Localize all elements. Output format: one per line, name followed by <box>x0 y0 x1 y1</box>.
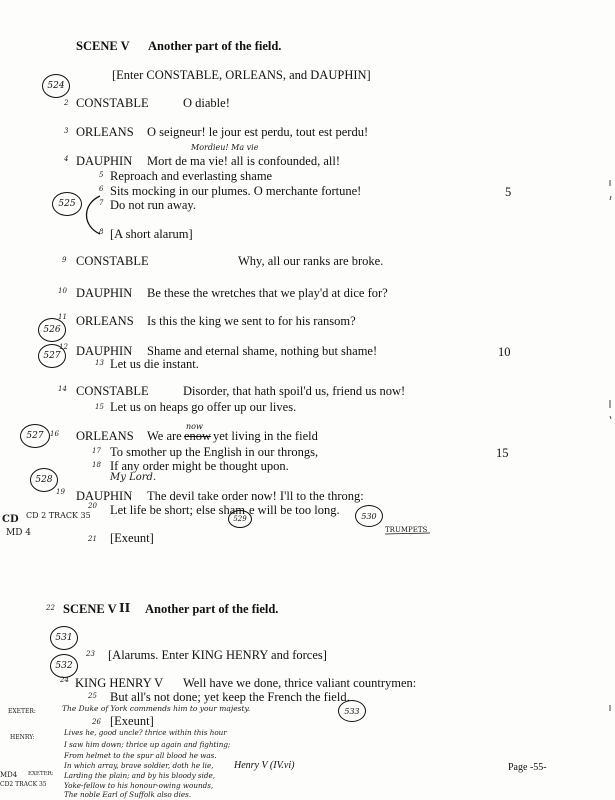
line-text: Sits mocking in our plumes. O merchante fortune! <box>110 184 362 198</box>
line-number-mark: 10 <box>58 287 67 295</box>
bracket-mark <box>87 196 104 236</box>
handwritten-correction: II <box>119 601 131 615</box>
line-number-mark: 17 <box>92 447 101 455</box>
line-number-mark: 21 <box>88 535 97 543</box>
stage-direction: [Exeunt] <box>110 531 154 545</box>
henry-line: I saw him down; thrice up again and fighting; <box>64 740 231 749</box>
line-number-mark: 25 <box>88 692 97 700</box>
line-text: Mort de ma vie! all is confounded, all! <box>147 154 340 168</box>
line-text: O seigneur! le jour est perdu, tout est perdu! <box>147 125 369 139</box>
cue-circle: 530 <box>355 505 383 527</box>
exeter-label: EXETER: <box>28 771 54 777</box>
speaker: ORLEANS <box>76 314 134 328</box>
line-number: 10 <box>498 345 511 359</box>
line-number-mark: 5 <box>99 171 104 179</box>
line-number-mark: 24 <box>60 676 69 684</box>
speaker: DAUPHIN <box>76 154 133 168</box>
line-number-mark: 20 <box>88 502 97 510</box>
line-number-mark: 14 <box>58 385 67 393</box>
line-text-b: yet living in the field <box>213 429 318 443</box>
line-text: To smother up the English in our throngs, <box>110 445 319 459</box>
line-text: Well have we done, thrice valiant countrymen: <box>183 676 417 690</box>
stage-direction: [Exeunt] <box>110 714 154 728</box>
struck-word: enow <box>184 429 212 443</box>
scene-location: Another part of the field. <box>148 39 282 53</box>
henry-line: Lives he, good uncle? thrice within this hour <box>64 728 227 737</box>
cue-circle: 527 <box>20 424 50 448</box>
stage-direction: [A short alarum] <box>110 227 193 241</box>
henry-line: The noble Earl of Suffolk also dies. <box>64 790 192 799</box>
line-number-mark: 11 <box>58 313 67 321</box>
line-number-mark: 12 <box>59 343 68 351</box>
henry-label: HENRY: <box>10 734 35 741</box>
line-number-mark: 8 <box>99 228 104 236</box>
scene-location: Another part of the field. <box>145 602 279 616</box>
speaker: ORLEANS <box>76 125 134 139</box>
line-number-mark: 4 <box>64 155 69 163</box>
line-number-mark: 19 <box>56 488 65 496</box>
line-text: O diable! <box>183 96 230 110</box>
cd-label: CD <box>2 514 19 525</box>
line-text: Reproach and everlasting shame <box>110 169 273 183</box>
line-text: Disorder, that hath spoil'd us, friend us now! <box>183 384 406 398</box>
source-citation: Henry V (IV.vi) <box>234 760 295 771</box>
line-number: 5 <box>505 185 512 199</box>
cd-track: CD2 TRACK 35 <box>0 781 47 788</box>
line-text: Let us on heaps go offer up our lives. <box>110 400 297 414</box>
line-number-mark: 18 <box>92 461 101 469</box>
scene-heading: SCENE V <box>76 39 130 53</box>
line-number-mark: 22 <box>46 604 55 612</box>
cue-circle: 529 <box>228 510 252 528</box>
line-number-mark: 23 <box>86 650 95 658</box>
line-text: Shame and eternal shame, nothing but shame! <box>147 344 378 358</box>
line-number-mark: 7 <box>99 199 104 207</box>
line-text: But all's not done; yet keep the French the field. <box>110 690 350 704</box>
line-text: Be these the wretches that we play'd at dice for? <box>147 286 388 300</box>
line-number-mark: 2 <box>64 99 69 107</box>
speaker: DAUPHIN <box>76 286 133 300</box>
md-label: MD 4 <box>6 528 32 538</box>
line-text: Is this the king we sent to for his ransom? <box>147 314 356 328</box>
line-number-mark: 15 <box>95 403 104 411</box>
speaker: DAUPHIN <box>76 344 133 358</box>
cue-circle: 526 <box>38 318 66 342</box>
speaker: CONSTABLE <box>76 384 149 398</box>
line-number-mark: 16 <box>50 430 59 438</box>
line-number-mark: 13 <box>95 359 104 367</box>
speaker: KING HENRY V <box>75 676 164 690</box>
cue-circle: 524 <box>42 74 70 98</box>
cue-circle: 533 <box>338 700 366 722</box>
page-number: Page -55- <box>508 762 547 773</box>
cue-circle: 532 <box>50 654 78 678</box>
handwritten-note: TRUMPETS <box>385 526 428 534</box>
exeter-line: The Duke of York commends him to your majesty. <box>62 704 251 713</box>
line-text-b: e will be too long. <box>249 503 340 517</box>
md-label: MD4 <box>0 771 18 779</box>
line-text: Why, all our ranks are broke. <box>238 254 384 268</box>
scene-heading: SCENE V <box>63 602 117 616</box>
line-number-mark: 3 <box>64 127 69 135</box>
line-text-a: We are <box>147 429 182 443</box>
speaker: ORLEANS <box>76 429 134 443</box>
line-number-mark: 6 <box>99 185 104 193</box>
handwritten-note: My Lord. <box>110 472 157 483</box>
cue-circle: 527 <box>38 344 66 368</box>
line-number-mark: 26 <box>92 718 101 726</box>
cue-circle: 525 <box>52 192 82 216</box>
exeter-label: EXETER: <box>8 708 36 715</box>
line-number: 15 <box>496 446 509 460</box>
cue-circle: 531 <box>50 626 78 650</box>
stage-direction: [Enter CONSTABLE, ORLEANS, and DAUPHIN] <box>112 68 371 82</box>
stage-direction: [Alarums. Enter KING HENRY and forces] <box>108 648 327 662</box>
henry-line: From helmet to the spur all blood he was. <box>64 751 217 760</box>
henry-line: In which array, brave soldier, doth he lie, <box>64 761 214 770</box>
handwritten-note: Mordieu! Ma vie <box>191 143 259 152</box>
cue-circle: 528 <box>30 468 58 492</box>
cd-track: CD 2 TRACK 35 <box>26 511 91 520</box>
speaker: DAUPHIN <box>76 489 133 503</box>
line-text: Do not run away. <box>110 198 196 212</box>
henry-line: Larding the plain; and by his bloody side, <box>64 771 216 780</box>
henry-line: Yoke-fellow to his honour-owing wounds, <box>64 781 214 790</box>
handwritten-correction: now <box>186 422 203 431</box>
speaker: CONSTABLE <box>76 254 149 268</box>
line-text: If any order might be thought upon. <box>110 459 289 473</box>
line-text: The devil take order now! I'll to the throng: <box>147 489 364 503</box>
line-number-mark: 9 <box>62 256 67 264</box>
speaker: CONSTABLE <box>76 96 149 110</box>
line-text: Let us die instant. <box>110 357 199 371</box>
line-text-a: Let life be short; else sham <box>110 503 246 517</box>
